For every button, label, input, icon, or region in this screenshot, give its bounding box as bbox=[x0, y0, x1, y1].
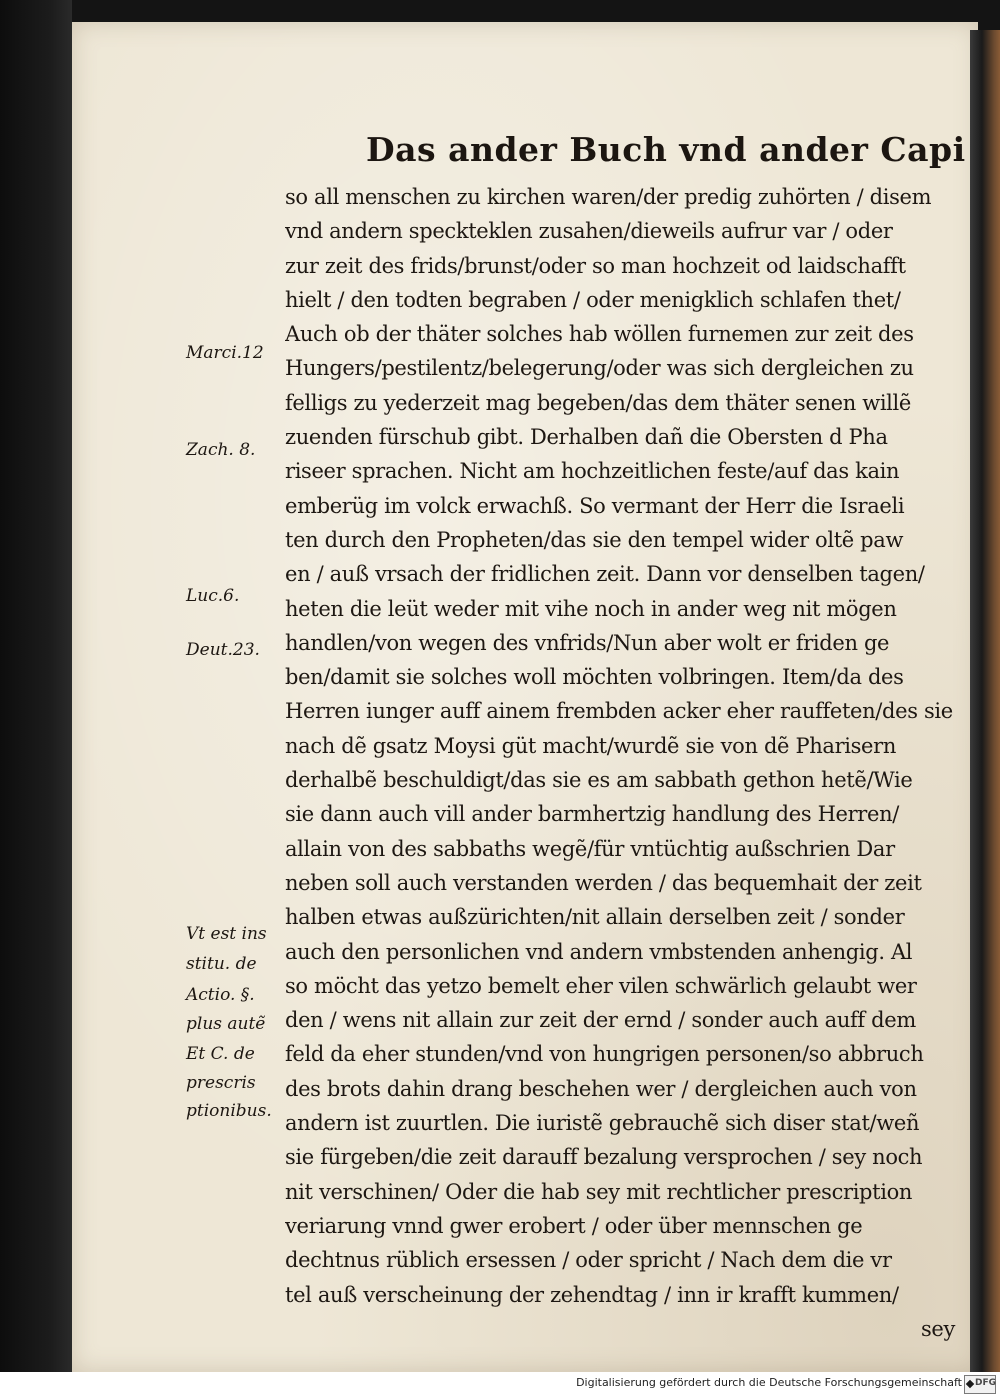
text-line: zuenden fürschub gibt. Derhalben dañ die Obersten d Pha bbox=[285, 425, 888, 450]
text-line: nach dẽ gsatz Moysi güt macht/wurdẽ sie von dẽ Pharisern bbox=[285, 733, 896, 758]
scan-background-left bbox=[0, 0, 72, 1372]
text-line: felligs zu yederzeit mag begeben/das dem thäter senen willẽ bbox=[285, 390, 911, 415]
text-line: Auch ob der thäter solches hab wöllen furnemen zur zeit des bbox=[285, 322, 914, 347]
catchword: sey bbox=[920, 1316, 955, 1341]
text-line: den / wens nit allain zur zeit der ernd / sonder auch auff dem bbox=[285, 1008, 916, 1033]
dfg-logo-text: DFG bbox=[975, 1378, 997, 1388]
text-line: hielt / den todten begraben / oder menigklich schlafen thet/ bbox=[285, 287, 901, 312]
text-line: sie fürgeben/die zeit darauff bezalung versprochen / sey noch bbox=[285, 1145, 923, 1170]
text-line: ben/damit sie solches woll möchten volbringen. Item/da des bbox=[285, 665, 904, 690]
text-line: so möcht das yetzo bemelt eher vilen schwärlich gelaubt wer bbox=[285, 973, 917, 998]
text-line: auch den personlichen vnd andern vmbstenden anhengig. Al bbox=[285, 939, 913, 964]
text-line: sie dann auch vill ander barmhertzig handlung des Herren/ bbox=[285, 802, 899, 827]
dfg-logo-mark-icon bbox=[966, 1380, 974, 1388]
text-line: emberüg im volck erwachß. So vermant der Herr die Israeli bbox=[285, 493, 905, 518]
text-line: tel auß verscheinung der zehendtag / inn ir krafft kummen/ bbox=[285, 1282, 899, 1307]
text-line: nit verschinen/ Oder die hab sey mit rechtlicher prescription bbox=[285, 1179, 913, 1204]
text-line: handlen/von wegen des vnfrids/Nun aber wolt er friden ge bbox=[285, 630, 890, 655]
text-line: ten durch den Propheten/das sie den tempel wider oltẽ paw bbox=[285, 527, 904, 552]
text-line: allain von des sabbaths wegẽ/für vntüchtig außschrien Dar bbox=[285, 836, 895, 861]
text-line: Hungers/pestilentz/belegerung/oder was sich dergleichen zu bbox=[285, 356, 914, 381]
text-line: so all menschen zu kirchen waren/der predig zuhörten / disem bbox=[285, 185, 932, 209]
text-line: dechtnus rüblich ersessen / oder spricht / Nach dem die vr bbox=[285, 1248, 892, 1273]
marginal-note: Et C. de bbox=[186, 1044, 255, 1064]
page-edge-right bbox=[970, 30, 1000, 1372]
text-line: zur zeit des frids/brunst/oder so man hochzeit od laidschafft bbox=[285, 253, 906, 278]
footer-bar bbox=[0, 1372, 1000, 1396]
text-line: andern ist zuurtlen. Die iuristẽ gebrauchẽ sich diser stat/weñ bbox=[285, 1111, 920, 1136]
marginal-note: Luc.6. bbox=[186, 586, 240, 606]
marginal-note: Deut.23. bbox=[186, 640, 260, 660]
running-head: Das ander Buch vnd ander Capi bbox=[366, 130, 966, 169]
footer-credit: Digitalisierung gefördert durch die Deutsche Forschungsgemeinschaft bbox=[576, 1376, 962, 1389]
dfg-logo bbox=[964, 1375, 996, 1394]
text-line: derhalbẽ beschuldigt/das sie es am sabbath gethon hetẽ/Wie bbox=[285, 768, 913, 793]
marginal-note: ptionibus. bbox=[186, 1101, 272, 1121]
text-line: veriarung vnnd gwer erobert / oder über mennschen ge bbox=[285, 1213, 863, 1238]
body-text bbox=[285, 180, 965, 1346]
marginal-note: prescris bbox=[186, 1073, 256, 1093]
text-line: Herren iunger auff ainem frembden acker eher rauffeten/des sie bbox=[285, 699, 953, 724]
text-line: neben soll auch verstanden werden / das bequemhait der zeit bbox=[285, 870, 922, 895]
text-line: heten die leüt weder mit vihe noch in ander weg nit mögen bbox=[285, 596, 897, 621]
marginal-note: Vt est ins bbox=[186, 924, 267, 944]
marginal-note: Actio. §. bbox=[186, 985, 255, 1005]
text-line: feld da eher stunden/vnd von hungrigen personen/so abbruch bbox=[285, 1042, 924, 1067]
marginal-note: stitu. de bbox=[186, 954, 257, 974]
marginal-note: Zach. 8. bbox=[186, 440, 256, 460]
text-line: vnd andern speckteklen zusahen/dieweils aufrur var / oder bbox=[285, 219, 893, 244]
text-line: en / auß vrsach der fridlichen zeit. Dann vor denselben tagen/ bbox=[285, 562, 925, 587]
marginal-note: Marci.12 bbox=[186, 343, 264, 363]
marginal-note: plus autẽ bbox=[186, 1014, 266, 1034]
text-line: des brots dahin drang beschehen wer / dergleichen auch von bbox=[285, 1076, 917, 1101]
text-line: riseer sprachen. Nicht am hochzeitlichen feste/auf das kain bbox=[285, 459, 900, 484]
text-line: halben etwas außzürichten/nit allain derselben zeit / sonder bbox=[285, 905, 905, 930]
